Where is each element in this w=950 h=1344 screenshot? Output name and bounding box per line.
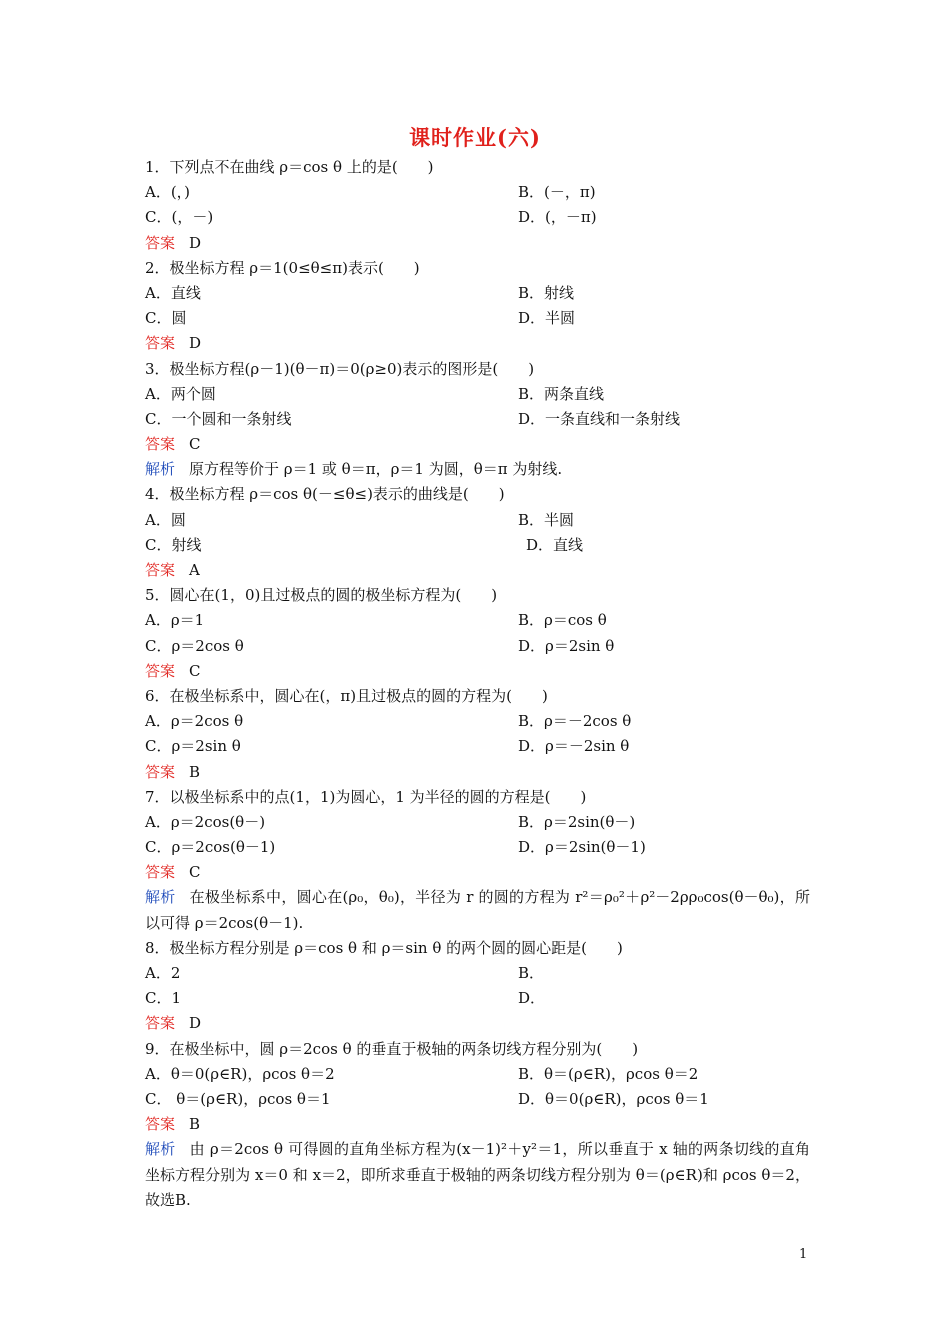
option-left: C．ρ＝2cos θ: [145, 636, 244, 655]
option-row: [145, 382, 810, 407]
question-stem: 2．极坐标方程 ρ＝1(0≤θ≤π)表示( ): [145, 258, 420, 277]
option-row: [145, 835, 810, 860]
question-stem: 1．下列点不在曲线 ρ＝cos θ 上的是( ): [145, 158, 434, 176]
explanation-label: 解析: [145, 1140, 176, 1159]
page-number: 1: [799, 1247, 808, 1262]
answer-value: C: [189, 435, 201, 454]
option-right: D．: [518, 989, 546, 1008]
option-left: C．一个圆和一条射线: [145, 409, 292, 428]
option-row: [145, 407, 810, 432]
option-row: [145, 734, 810, 759]
option-left: C．射线: [145, 535, 202, 554]
answer-value: B: [189, 762, 201, 781]
explanation-text: 原方程等价于 ρ＝1 或 θ＝π，ρ＝1 为圆，θ＝π 为射线.: [189, 460, 563, 479]
option-right: D．(，－π): [518, 208, 597, 227]
option-left: A．直线: [145, 283, 201, 302]
option-row: [145, 810, 810, 835]
answer-label: 答案: [145, 561, 176, 580]
question-stem: 8．极坐标方程分别是 ρ＝cos θ 和 ρ＝sin θ 的两个圆的圆心距是( ): [145, 938, 623, 957]
answer-value: B: [189, 1115, 201, 1134]
answer-value: D: [189, 233, 202, 252]
page-title: 课时作业(六): [409, 125, 541, 150]
option-right: D．直线: [526, 535, 584, 554]
option-left: A．ρ＝1: [145, 611, 205, 630]
option-row: [145, 533, 810, 558]
option-left: A．2: [145, 964, 181, 983]
option-right: D．半圆: [518, 309, 576, 328]
answer-value: D: [189, 1014, 202, 1033]
option-left: C．ρ＝2cos(θ－1): [145, 838, 276, 857]
explanation-text: 由 ρ＝2cos θ 可得圆的直角坐标方程为(x－1)²＋y²＝1，所以垂直于 x 轴的两条切线的直角坐标方程分别为 x＝0 和 x＝2，即所求垂直于极轴的两条切线方程分别为 θ＝(ρ∈R)和 ρcos θ＝2，故选B.: [145, 1140, 810, 1209]
option-right: B．(－，π): [518, 183, 596, 202]
answer-line: [145, 231, 810, 256]
option-row: [145, 306, 810, 331]
option-right: D．一条直线和一条射线: [518, 409, 681, 428]
option-right: D．ρ＝2sin(θ－1): [518, 838, 646, 857]
option-left: C．1: [145, 989, 182, 1008]
option-left: A．θ＝0(ρ∈R)，ρcos θ＝2: [145, 1064, 335, 1083]
option-right: B．θ＝(ρ∈R)，ρcos θ＝2: [518, 1064, 699, 1083]
explanation: [145, 457, 810, 482]
answer-value: A: [189, 561, 200, 580]
question-stem: 9．在极坐标中，圆 ρ＝2cos θ 的垂直于极轴的两条切线方程分别为( ): [145, 1039, 639, 1058]
answer-label: 答案: [145, 863, 176, 882]
option-left: A．(，): [145, 183, 191, 202]
explanation-label: 解析: [145, 460, 176, 479]
question-stem: 4．极坐标方程 ρ＝cos θ(－≤θ≤)表示的曲线是( ): [145, 485, 505, 504]
option-row: [145, 205, 810, 230]
answer-line: [145, 1011, 810, 1036]
option-row: [145, 180, 810, 205]
option-left: C．圆: [145, 309, 187, 328]
option-left: C． θ＝(ρ∈R)，ρcos θ＝1: [145, 1089, 331, 1108]
option-row: [145, 986, 810, 1011]
option-right: D．ρ＝2sin θ: [518, 636, 615, 655]
question-list: [145, 155, 810, 1213]
answer-label: 答案: [145, 1115, 176, 1134]
question-stem: 7．以极坐标系中的点(1，1)为圆心，1 为半径的圆的方程是( ): [145, 787, 587, 806]
answer-label: 答案: [145, 435, 176, 454]
answer-line: [145, 860, 810, 885]
answer-value: C: [189, 661, 201, 680]
answer-line: [145, 659, 810, 684]
option-row: [145, 709, 810, 734]
option-left: A．ρ＝2cos(θ－): [145, 812, 266, 831]
option-row: [145, 1062, 810, 1087]
option-right: B．ρ＝cos θ: [518, 611, 607, 630]
option-left: A．ρ＝2cos θ: [145, 712, 244, 731]
option-right: B．: [518, 964, 545, 983]
option-right: B．ρ＝－2cos θ: [518, 712, 632, 731]
explanation-label: 解析: [145, 888, 176, 907]
option-right: D．θ＝0(ρ∈R)，ρcos θ＝1: [518, 1089, 709, 1108]
explanation: [145, 885, 810, 935]
option-row: [145, 608, 810, 633]
answer-label: 答案: [145, 334, 176, 353]
answer-line: [145, 558, 810, 583]
question-stem: 3．极坐标方程(ρ－1)(θ－π)＝0(ρ≥0)表示的图形是( ): [145, 359, 535, 378]
option-row: [145, 281, 810, 306]
option-left: C．(，－): [145, 208, 214, 227]
answer-label: 答案: [145, 762, 176, 781]
option-right: B．半圆: [518, 510, 575, 529]
option-left: A．圆: [145, 510, 186, 529]
option-left: A．两个圆: [145, 384, 216, 403]
answer-label: 答案: [145, 233, 176, 252]
option-right: B．射线: [518, 283, 575, 302]
explanation-text: 在极坐标系中，圆心在(ρ₀，θ₀)，半径为 r 的圆的方程为 r²＝ρ₀²＋ρ²－2ρρ₀cos(θ－θ₀)，所以可得 ρ＝2cos(θ－1).: [145, 888, 810, 932]
option-row: [145, 508, 810, 533]
answer-value: C: [189, 863, 201, 882]
answer-label: 答案: [145, 661, 176, 680]
answer-line: [145, 331, 810, 356]
answer-label: 答案: [145, 1014, 176, 1033]
option-right: D．ρ＝－2sin θ: [518, 737, 630, 756]
option-row: [145, 634, 810, 659]
option-row: [145, 961, 810, 986]
option-right: B．两条直线: [518, 384, 605, 403]
question-stem: 5．圆心在(1，0)且过极点的圆的极坐标方程为( ): [145, 586, 498, 605]
answer-line: [145, 432, 810, 457]
option-left: C．ρ＝2sin θ: [145, 737, 241, 756]
question-stem: 6．在极坐标系中，圆心在(，π)且过极点的圆的方程为( ): [145, 686, 548, 705]
answer-line: [145, 1112, 810, 1137]
option-right: B．ρ＝2sin(θ－): [518, 812, 636, 831]
option-row: [145, 1087, 810, 1112]
explanation: [145, 1137, 810, 1213]
answer-line: [145, 760, 810, 785]
answer-value: D: [189, 334, 202, 353]
